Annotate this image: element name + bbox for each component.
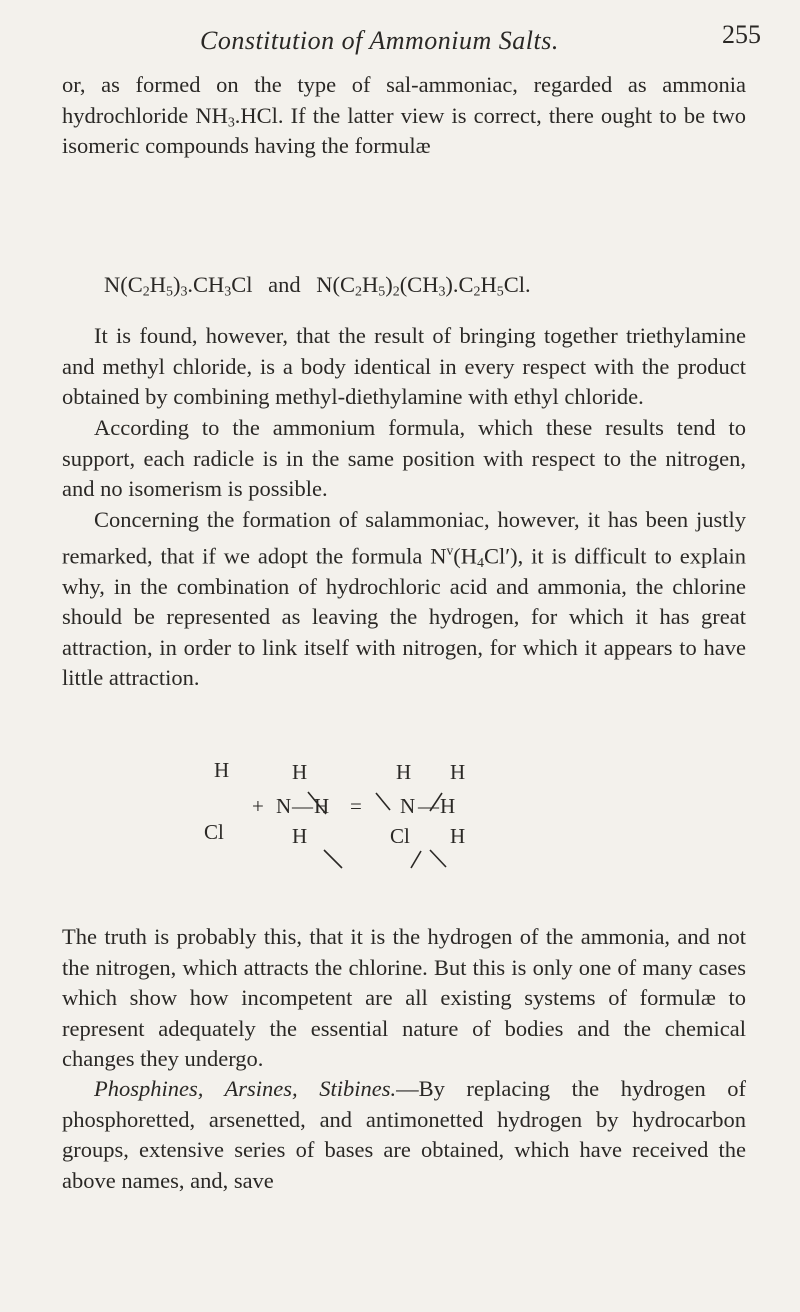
- paragraph-1: [62, 70, 746, 162]
- product-cl: Cl: [390, 824, 410, 848]
- section-lead: Phosphines, Arsines, Stibines.: [94, 1076, 397, 1101]
- para1-text-b: .HCl. If the latter view is correct, there ought to be two isomeric compounds having the formulæ: [62, 102, 746, 159]
- plus-sign: +: [252, 794, 264, 818]
- reaction-equation: H Cl + H N — H H = H H N — H Cl H: [240, 760, 640, 890]
- product-h-top: H: [396, 760, 412, 784]
- nh3-h-right: H: [314, 794, 330, 818]
- hcl-cl: Cl: [204, 820, 224, 844]
- para1-text-a: or, as formed on the type of sal-ammoniac, regarded as ammonia hydrochloride NH: [62, 72, 746, 128]
- product-bond-lower-right: [430, 850, 446, 867]
- formula-and: and: [268, 272, 301, 297]
- paragraph-4: Concerning the formation of salammoniac, however, it has been justly remarked, that if we adopt the formula $N^v(H_4Cl')$, it is difficult to explain why, in the combination of hydrochloric acid and ammonia, the chlorine should be represented as leaving the hydrogen, for which it has great attraction, in order to link itself with nitrogen, for which it appears to have little attraction.: [62, 507, 746, 691]
- product-h-topright: H: [450, 760, 466, 784]
- nh3-n: N: [276, 794, 292, 818]
- page-header: [0, 12, 800, 62]
- paragraph-5: The truth is probably this, that it is the hydrogen of the ammonia, and not the nitrogen, which attracts the chlorine. But this is only one of many cases which show how incompetent are all existing systems of formulæ to represent adequately the essential nature of bodies and the chemical changes they undergo.: [62, 924, 746, 1072]
- hcl-h: H: [214, 758, 230, 782]
- product-n: N: [400, 794, 416, 818]
- paragraph-3: According to the ammonium formula, which these results tend to support, each radicle is in the same position with respect to the nitrogen, and no isomerism is possible.: [62, 415, 746, 502]
- nh3-bond-bottom: [324, 850, 342, 868]
- formula-2: $N(C_2H_5)_2(CH_3).C_2H_5Cl$.: [316, 272, 531, 300]
- product-h-bottomright: H: [450, 824, 466, 848]
- nh3-h-top: H: [292, 760, 308, 784]
- isomer-formulae: [104, 270, 531, 300]
- running-title: Constitution of Ammonium Salts.: [200, 26, 559, 55]
- equals-sign: =: [350, 794, 362, 818]
- formula-1: $N(C_2H_5)_3.CH_3Cl$: [104, 272, 253, 300]
- paragraph-2: It is found, however, that the result of bringing together triethylamine and methyl chloride, is a body identical in every respect with the product obtained by combining methyl-diethylamine with ethyl chloride.: [62, 323, 746, 410]
- product-bond-lower-left: [411, 851, 421, 868]
- nh3-h-bottom: H: [292, 824, 308, 848]
- paragraph-6: Phosphines, Arsines, Stibines.—By replacing the hydrogen of phosphoretted, arsenetted, and antimonetted hydrogen by hydrocarbon groups, extensive series of bases are obtained, which have received the above names, and, save: [62, 1076, 747, 1193]
- para1-subscript: 3: [227, 115, 235, 131]
- product-h-right: H: [440, 794, 456, 818]
- page-number: 255: [722, 20, 761, 49]
- product-bond-upper-left: [376, 793, 390, 810]
